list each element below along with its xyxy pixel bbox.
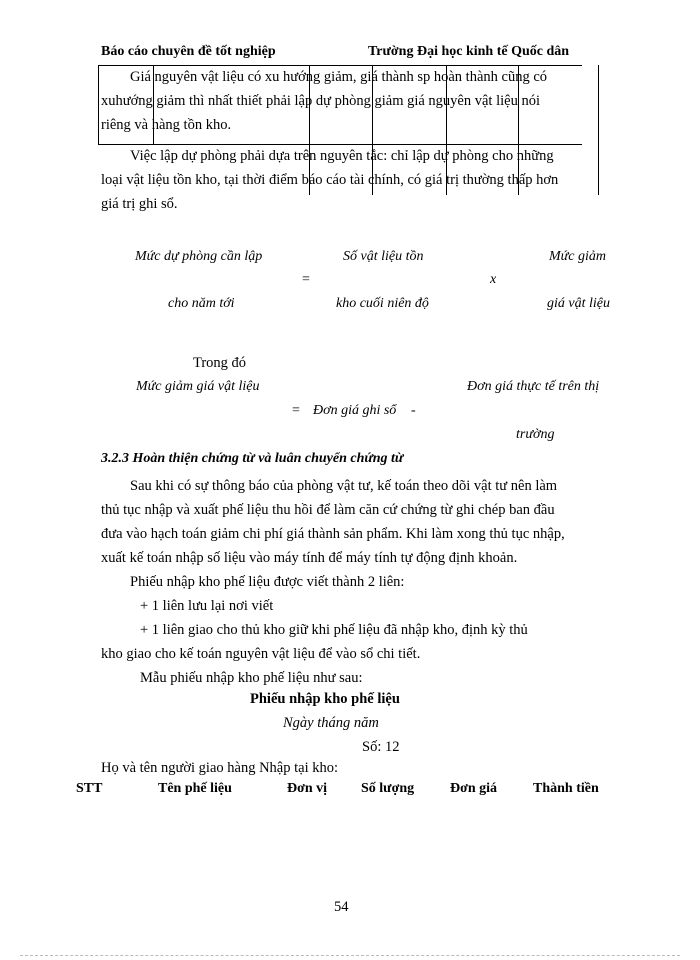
formula-decrease-label-1: Mức giảm (549, 249, 607, 264)
column-header-item-name: Tên phế liệu (158, 781, 232, 796)
copy-1-item: + 1 liên lưu lại nơi viết (140, 598, 274, 614)
copy-2-item-line-2: kho giao cho kế toán nguyên vật liệu để vào sổ chi tiết. (101, 646, 421, 662)
header-right: Trường Đại học kinh tế Quốc dân (368, 44, 570, 59)
column-header-unit: Đơn vị (287, 781, 328, 796)
formula-provision-label-1: Mức dự phòng cần lập (135, 249, 263, 264)
section-body-line-3: đưa vào hạch toán giảm chi phí giá thành sản phẩm. Khi làm xong thủ tục nhập, (101, 526, 565, 542)
copy-2-item-line-1: + 1 liên giao cho thủ kho giữ khi phế liệu đã nhập kho, định kỳ thủ (140, 622, 528, 638)
formula-decrease-label-2: giá vật liệu (547, 296, 610, 311)
form-deliverer: Họ và tên người giao hàng Nhập tại kho: (101, 760, 339, 776)
formula-book-price-label: Đơn giá ghi sổ (313, 403, 397, 418)
page-number: 54 (334, 899, 349, 915)
formula-market-price-label-2: trường (516, 427, 555, 442)
section-body-line-1: Sau khi có sự thông báo của phòng vật tư, kế toán theo dõi vật tư nên làm (130, 478, 558, 494)
paragraph-1-line-2: xuhướng giảm thì nhất thiết phải lập dự phòng giảm giá nguyên vật liệu nói (101, 93, 540, 109)
paragraph-2-line-3: giá trị ghi sổ. (101, 196, 178, 212)
formula-price-decrease-label: Mức giảm giá vật liệu (136, 379, 260, 394)
section-heading: 3.2.3 Hoàn thiện chứng từ và luân chuyển chứng từ (101, 451, 404, 466)
formula-2-equals-sign: = (292, 403, 300, 418)
section-body-line-4: xuất kế toán nhập số liệu vào máy tính để máy tính tự động định khoản. (101, 550, 518, 566)
sample-intro: Mẫu phiếu nhập kho phế liệu như sau: (140, 670, 363, 686)
formula-minus-sign: - (411, 403, 416, 418)
form-title: Phiếu nhập kho phế liệu (250, 691, 400, 707)
column-header-unit-price: Đơn giá (450, 781, 498, 796)
copies-intro: Phiếu nhập kho phế liệu được viết thành 2 liên: (130, 574, 405, 590)
paragraph-1-line-1: Giá nguyên vật liệu có xu hướng giảm, giá thành sp hoàn thành cũng có (130, 69, 548, 85)
formula-stock-label-1: Số vật liệu tồn (343, 249, 424, 264)
formula-market-price-label-1: Đơn giá thực tế trên thị (467, 379, 600, 394)
formula-multiply-sign: x (490, 272, 497, 287)
table-line-right (598, 65, 599, 195)
formula-provision-label-2: cho năm tới (168, 296, 235, 311)
formula-equals-sign: = (302, 272, 310, 287)
header-left: Báo cáo chuyên đề tốt nghiệp (101, 44, 276, 59)
paragraph-2-line-1: Việc lập dự phòng phải dựa trên nguyên tắc: chỉ lập dự phòng cho những (130, 148, 554, 164)
column-header-stt: STT (76, 781, 103, 796)
paragraph-1-line-3: riêng và hàng tồn kho. (101, 117, 232, 133)
formula-intro: Trong đó (193, 355, 247, 371)
form-number: Số: 12 (362, 739, 400, 755)
form-date: Ngày tháng năm (283, 715, 379, 731)
paragraph-2-line-2: loại vật liệu tồn kho, tại thời điểm báo cáo tài chính, có giá trị thường thấp hơn (101, 172, 559, 188)
section-body-line-2: thủ tục nhập và xuất phế liệu thu hồi để làm căn cứ chứng từ ghi chép ban đầu (101, 502, 555, 518)
page-bottom-divider (20, 955, 680, 956)
column-header-amount: Thành tiền (533, 781, 599, 796)
column-header-quantity: Số lượng (361, 781, 415, 796)
table-line-left (98, 65, 99, 145)
formula-stock-label-2: kho cuối niên độ (336, 296, 429, 311)
